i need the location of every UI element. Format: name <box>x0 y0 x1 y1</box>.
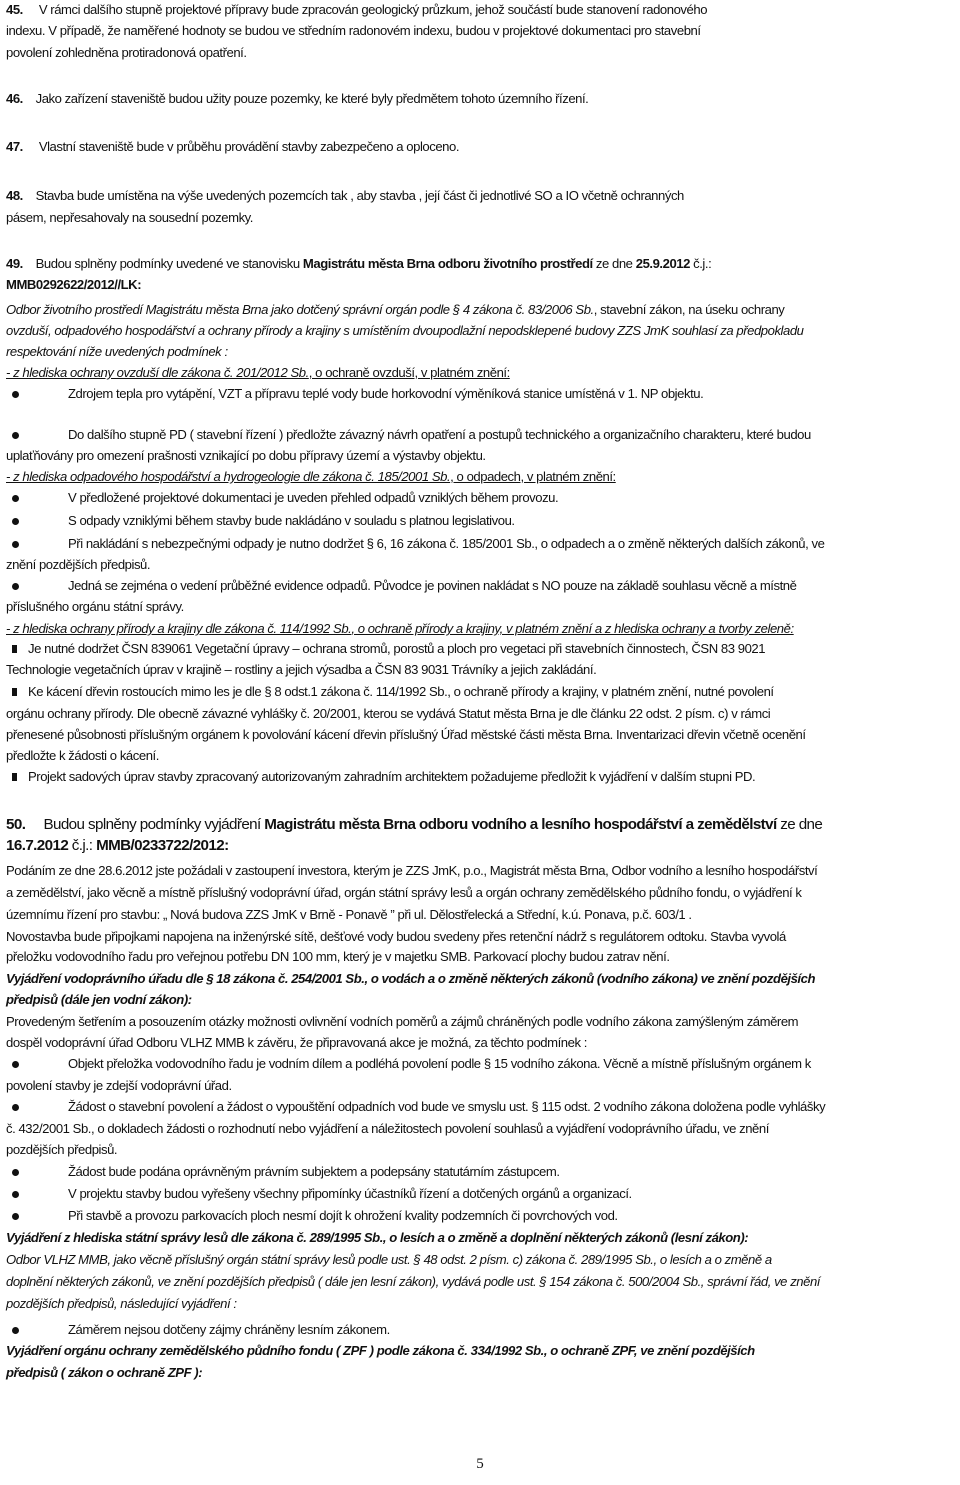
list-item: Při stavbě a provozu parkovacích ploch nesmí dojít k ohrožení kvality podzemních či povrchových vod. <box>68 1208 618 1223</box>
bullet-icon <box>12 583 19 590</box>
section-heading: Vyjádření z hlediska státní správy lesů dle zákona č. 289/1995 Sb., o lesích a o změně a doplnění některých zákonů (lesní zákon): <box>6 1230 749 1245</box>
para-47-number: 47. <box>6 139 23 154</box>
list-item: Je nutné dodržet ČSN 839061 Vegetační úpravy – ochrana stromů, porostů a ploch pro vegetaci při stavebních činnostech, ČSN 83 9021 <box>28 641 766 656</box>
bullet-icon <box>12 1213 19 1220</box>
text-line: dospěl vodoprávní úřad Odboru VLHZ MMB k závěru, že připravovaná akce je možná, za těchto podmínek : <box>6 1035 587 1050</box>
section-heading: Vyjádření vodoprávního úřadu dle § 18 zákona č. 254/2001 Sb., o vodách a o změně některých zákonů (vodního zákona) ve znění pozdějších <box>6 971 815 986</box>
list-item: Záměrem nejsou dotčeny zájmy chráněny lesním zákonem. <box>68 1322 390 1337</box>
list-item: Žádost bude podána oprávněným právním subjektem a podepsány statutárním zástupcem. <box>68 1164 560 1179</box>
para-48-line-1: 48. Stavba bude umístěna na výše uvedených pozemcích tak , aby stavba , její část či jednotlivé SO a IO včetně ochranných <box>6 188 684 203</box>
list-item: Projekt sadových úprav stavby zpracovaný autorizovaným zahradním architektem požadujeme předložit k vyjádření v dalším stupni PD. <box>28 769 756 784</box>
list-item: Objekt přeložka vodovodního řadu je vodním dílem a podléhá povolení podle § 15 vodního zákona. Věcně a místně příslušným orgánem k <box>68 1056 811 1071</box>
list-item-cont: pozdějších předpisů. <box>6 1142 118 1157</box>
bullet-icon <box>12 1104 19 1111</box>
waste-heading: - z hlediska odpadového hospodářství a hydrogeologie dle zákona č. 185/2001 Sb., o odpadech, v platném znění: <box>6 469 616 484</box>
air-heading: - z hlediska ochrany ovzduší dle zákona č. 201/2012 Sb., o ochraně ovzduší, v platném znění: <box>6 365 510 380</box>
para-45-line-1: 45. V rámci dalšího stupně projektové přípravy bude zpracován geologický průzkum, jehož součástí bude stanovení radonového <box>6 2 708 17</box>
intro-line-3: respektování níže uvedených podmínek : <box>6 344 228 359</box>
bullet-icon <box>12 1191 19 1198</box>
square-bullet-icon <box>12 773 17 781</box>
section-heading: předpisů (dále jen vodní zákon): <box>6 992 192 1007</box>
list-item: Zdrojem tepla pro vytápění, VZT a přípravu teplé vody bude horkovodní výměníková stanice umístěná v 1. NP objektu. <box>68 386 704 401</box>
text-line: pozdějších předpisů, následující vyjádření : <box>6 1296 237 1311</box>
list-item: V projektu stavby budou vyřešeny všechny připomínky účastníků řízení a dotčených orgánů a organizací. <box>68 1186 632 1201</box>
page-number: 5 <box>476 1456 484 1472</box>
list-item: Do dalšího stupně PD ( stavební řízení ) předložte závazný návrh opatření a postupů technického a organizačního charakteru, které budou <box>68 427 811 442</box>
document-page <box>6 0 956 1485</box>
list-item: S odpady vzniklými během stavby bude nakládáno v souladu s platnou legislativou. <box>68 513 515 528</box>
list-item-cont: Technologie vegetačních úprav v krajině – rostliny a jejich výsadba a ČSN 83 9031 Trávníky a jejich zakládání. <box>6 662 597 677</box>
section-heading: Vyjádření orgánu ochrany zemědělského půdního fondu ( ZPF ) podle zákona č. 334/1992 Sb., o ochraně ZPF, ve znění pozdějších <box>6 1343 755 1358</box>
para-45-number: 45. <box>6 2 23 17</box>
list-item-cont: č. 432/2001 Sb., o dokladech žádosti o rozhodnutí nebo vyjádření a náležitostech povolení souhlasů a vyjádření vodoprávního úřadu, ve znění <box>6 1121 769 1136</box>
square-bullet-icon <box>12 688 17 696</box>
text-line: doplnění některých zákonů, ve znění pozdějších předpisů ( dále jen lesní zákon), vydává podle ust. § 154 zákona č. 500/2004 Sb., správní řád, ve znění <box>6 1274 820 1289</box>
list-item-cont: orgánu ochrany přírody. Dle obecně závazné vyhlášky č. 20/2001, kterou se vydává Statut města Brna je dle článku 22 odst. 2 písm. c) v rámci <box>6 706 771 721</box>
list-item-cont: přenesené působnosti příslušným orgánem k povolování kácení dřevin příslušný Úřad městské části města Brna. Inventarizaci dřevin včetně ocenění <box>6 727 806 742</box>
list-item: Při nakládání s nebezpečnými odpady je nutno dodržet § 6, 16 zákona č. 185/2001 Sb., o odpadech a o změně některých dalších zákonů, ve <box>68 536 825 551</box>
para-50-number: 50. <box>6 816 26 833</box>
para-49-line-1: 49. Budou splněny podmínky uvedené ve stanovisku Magistrátu města Brna odboru životního prostředí ze dne 25.9.2012 č.j.: <box>6 256 712 271</box>
text-line: a zemědělství, jako věcně a místně příslušný vodoprávní úřad, orgán státní správy lesů a orgán ochrany zemědělského půdního fondu, o vyjádření k <box>6 885 802 900</box>
reference-number: MMB/0233722/2012: <box>96 837 229 854</box>
list-item-cont: příslušného orgánu státní správy. <box>6 599 184 614</box>
text-line: územnímu řízení pro stavbu: „ Nová budova ZZS JmK v Brně - Ponavě ” při ul. Dělostřelecká a Střední, k.ú. Ponava, p.č. 603/1 . <box>6 907 692 922</box>
section-heading: předpisů ( zákon o ochraně ZPF ): <box>6 1365 203 1380</box>
list-item-cont: předložte k žádosti o kácení. <box>6 748 159 763</box>
para-50-line-2: 16.7.2012 č.j.: MMB/0233722/2012: <box>6 837 229 854</box>
list-item-cont: uplaťňovány pro omezení prašnosti vznikající po dobu přípravy území a výstavby objektu. <box>6 448 486 463</box>
text-line: Novostavba bude připojkami napojena na inženýrské sítě, dešťové vody budou svedeny přes retenční nádrž s regulátorem odtoku. Stavba vyvolá <box>6 929 786 944</box>
bullet-icon <box>12 495 19 502</box>
list-item-cont: povolení stavby je zdejší vodoprávní úřad. <box>6 1078 232 1093</box>
intro-line-2: ovzduší, odpadového hospodářství a ochrany přírody a krajiny s umístěním dvoupodlažní nepodsklepené budovy ZZS JmK souhlasí za předpokladu <box>6 323 804 338</box>
bullet-icon <box>12 541 19 548</box>
bullet-icon <box>12 1169 19 1176</box>
nature-heading: - z hlediska ochrany přírody a krajiny dle zákona č. 114/1992 Sb., o ochraně přírody a krajiny, v platném znění a z hlediska ochrany a tvorby zeleně: <box>6 621 794 636</box>
bullet-icon <box>12 391 19 398</box>
list-item: Žádost o stavební povolení a žádost o vypouštění odpadních vod bude ve smyslu ust. § 115 odst. 2 vodního zákona doložena podle vyhlášky <box>68 1099 826 1114</box>
para-46: 46. Jako zařízení staveniště budou užity pouze pozemky, ke které byly předmětem tohoto územního řízení. <box>6 91 589 106</box>
para-47: 47. Vlastní staveniště bude v průběhu provádění stavby zabezpečeno a oploceno. <box>6 139 460 154</box>
para-50-line-1: 50. Budou splněny podmínky vyjádření Magistrátu města Brna odboru vodního a lesního hospodářství a zemědělství ze dne <box>6 816 823 833</box>
reference-number: MMB0292622/2012//LK: <box>6 277 142 292</box>
para-46-number: 46. <box>6 91 23 106</box>
square-bullet-icon <box>12 645 17 653</box>
para-48-line-2: pásem, nepřesahovaly na sousední pozemky. <box>6 210 253 225</box>
bullet-icon <box>12 1061 19 1068</box>
text-line: přeložku vodovodního řadu pro veřejnou potřebu DN 100 mm, který je v majetku SMB. Parkovací plochy budou zatrav nění. <box>6 949 670 964</box>
bullet-icon <box>12 1327 19 1334</box>
list-item: Ke kácení dřevin rostoucích mimo les je dle § 8 odst.1 zákona č. 114/1992 Sb., o ochraně přírody a krajiny, v platném znění, nutné povolení <box>28 684 774 699</box>
text-line: Odbor VLHZ MMB, jako věcně příslušný orgán státní správy lesů podle ust. § 48 odst. 2 písm. c) zákona č. 289/1995 Sb., o lesích a o změně a <box>6 1252 772 1267</box>
bullet-icon <box>12 518 19 525</box>
para-49-number: 49. <box>6 256 23 271</box>
authority-name: Magistrátu města Brna odboru životního prostředí <box>302 256 593 271</box>
bullet-icon <box>12 432 19 439</box>
para-48-number: 48. <box>6 188 23 203</box>
list-item: V předložené projektové dokumentaci je uveden přehled odpadů vzniklých během provozu. <box>68 490 559 505</box>
authority-name: Magistrátu města Brna odboru vodního a lesního hospodářství a zemědělství <box>264 816 777 833</box>
intro-line-1: Odbor životního prostředí Magistrátu města Brna jako dotčený správní orgán podle § 4 zákona č. 83/2006 Sb., stavební zákon, na úseku ochrany <box>6 302 785 317</box>
list-item-cont: znění pozdějších předpisů. <box>6 557 151 572</box>
text-line: Podáním ze dne 28.6.2012 jste požádali v zastoupení investora, kterým je ZZS JmK, p.o., Magistrát města Brna, Odbor vodního a lesního hospodářství <box>6 863 818 878</box>
para-45-line-3: povolení zohledněna protiradonová opatření. <box>6 45 247 60</box>
list-item: Jedná se zejména o vedení průběžné evidence odpadů. Původce je povinen nakládat s NO pouze na základě souhlasu věcně a místně <box>68 578 797 593</box>
text-line: Provedeným šetřením a posouzením otázky možnosti ovlivnění vodních poměrů a zájmů chráněných podle vodního zákona zamýšleným záměrem <box>6 1014 799 1029</box>
para-45-line-2: indexu. V případě, že naměřené hodnoty se budou ve středním radonovém indexu, budou v projektové dokumentaci pro stavební <box>6 23 701 38</box>
